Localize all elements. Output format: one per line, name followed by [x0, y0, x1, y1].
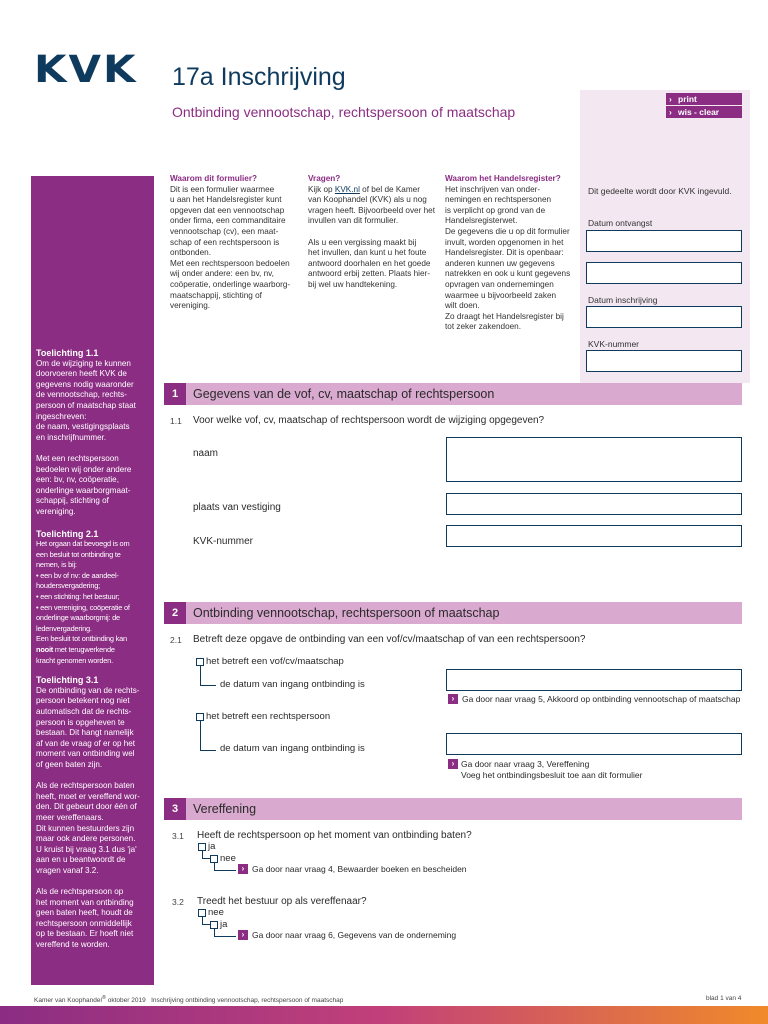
vof-cv-maatschap-label: het betreft een vof/cv/maatschap — [206, 656, 344, 667]
print-button-label: print — [678, 94, 697, 104]
rechtspersoon-checkbox[interactable] — [196, 713, 204, 721]
option-connector-line — [202, 917, 210, 925]
baten-ja-label: ja — [208, 841, 216, 852]
toelichting-2-1-note: nooit met terugwerkende kracht genomen worden. — [36, 645, 115, 665]
toelichting-3-1-text: De ontbinding van de rechts- persoon betekent nog niet automatisch dat de rechts- persoon is opgeheven te bestaan. Dit hangt namelijk af van de vraag of er op het moment van ontbinding wel of geen baten zijn. Als de rechtspersoon baten heeft, moet er vereffend wor- den. Dit gebeurt door één of meer vereffenaars. Dit kunnen bestuurders zijn maar ook andere personen. U kruist bij vraag 3.1 dus 'ja' aan en u beantwoordt de vragen vanaf 3.2. Als de rechtspersoon op het moment van ontbinding geen baten heeft, houdt de rechtspersoon onmiddellijk op te bestaan. Er hoeft niet vereffend te worden. — [36, 685, 140, 950]
chevron-right-icon: › — [669, 107, 672, 117]
option-connector-line — [214, 863, 236, 871]
kvk-nummer-panel-label: KVK-nummer — [588, 339, 640, 349]
kvk-nummer-field[interactable] — [446, 525, 742, 547]
datum-inschrijving-label: Datum inschrijving — [588, 295, 658, 305]
print-button[interactable] — [666, 93, 742, 105]
intro-why-form-title: Waarom dit formulier? — [170, 174, 258, 183]
datum-ontvangst-field[interactable] — [586, 230, 742, 252]
intro-questions-title: Vragen? — [308, 174, 341, 183]
intro-why-register-title: Waarom het Handelsregister? — [445, 174, 561, 183]
datum-ontvangst-label: Datum ontvangst — [588, 218, 653, 228]
question-3-2-number: 3.2 — [172, 897, 184, 907]
question-3-2-text: Treedt het bestuur op als vereffenaar? — [197, 896, 367, 907]
baten-nee-checkbox[interactable] — [210, 855, 218, 863]
kvk-logo: KVK — [34, 47, 138, 91]
section-2-title: Ontbinding vennootschap, rechtspersoon of maatschap — [193, 606, 500, 620]
baten-nee-label: nee — [220, 853, 236, 864]
toelichting-1-1-title: Toelichting 1.1 — [36, 348, 99, 358]
plaats-vestiging-field[interactable] — [446, 493, 742, 515]
datum-ontvangst-extra-field[interactable] — [586, 262, 742, 284]
intro-why-register-text: Het inschrijven van onder- nemingen en rechtspersonen is verplicht op grond van de Handelsregisterwet. De gegevens die u op dit formulier invult, worden opgenomen in het Handelsregister. Dit is openbaar: anderen kunnen uw gegevens natrekken en ook u kunt gegevens opvragen van ondernemingen waarmee u bijvoorbeeld zaken wilt doen. Zo draagt het Handelsregister bij tot zeker zakendoen. — [445, 184, 571, 332]
toelichting-2-1-title: Toelichting 2.1 — [36, 528, 99, 539]
goto-arrow-icon: › — [238, 930, 248, 940]
section-3-number: 3 — [164, 798, 186, 820]
section-2-number: 2 — [164, 602, 186, 624]
form-subtitle: Ontbinding vennootschap, rechtspersoon of maatschap — [172, 104, 516, 120]
section-1-title: Gegevens van de vof, cv, maatschap of rechtspersoon — [193, 387, 495, 401]
toelichting-2-1-text: Het orgaan dat bevoegd is om een besluit tot ontbinding te nemen, is bij: • een bv of nv: de aandeel- houdersvergadering; • een stichting: het bestuur; • een vereniging, coöperatie of onderlinge waarborgmij: de ledenvergadering. Een besluit tot ontbinding kan — [36, 539, 130, 644]
form-title: 17a Inschrijving — [172, 63, 346, 91]
goto-arrow-icon: › — [238, 864, 248, 874]
plaats-vestiging-label: plaats van vestiging — [193, 502, 281, 513]
chevron-right-icon: › — [669, 94, 672, 104]
goto-arrow-icon: › — [448, 759, 458, 769]
vof-cv-maatschap-checkbox[interactable] — [196, 658, 204, 666]
option-connector-line — [202, 851, 210, 859]
bestuur-nee-checkbox[interactable] — [198, 909, 206, 917]
toelichting-3-1-title: Toelichting 3.1 — [36, 675, 99, 686]
question-1-1-number: 1.1 — [170, 416, 182, 426]
goto-question-5-text: Ga door naar vraag 5, Akkoord op ontbinding vennootschap of maatschap — [462, 694, 741, 704]
naam-field[interactable] — [446, 437, 742, 482]
bestuur-nee-label: nee — [208, 907, 224, 918]
question-3-1-number: 3.1 — [172, 831, 184, 841]
footer-gradient-bar — [0, 1006, 768, 1024]
question-2-1-text: Betreft deze opgave de ontbinding van een vof/cv/maatschap of van een rechtspersoon? — [193, 634, 586, 645]
attach-decision-text: Voeg het ontbindingsbesluit toe aan dit formulier — [461, 770, 643, 780]
rechtspersoon-date-field[interactable] — [446, 733, 742, 755]
clear-button-label: wis - clear — [678, 107, 720, 117]
footer-page-number: blad 1 van 4 — [706, 995, 742, 1002]
question-3-1-text: Heeft de rechtspersoon op het moment van ontbinding baten? — [197, 830, 472, 841]
question-2-1-number: 2.1 — [170, 635, 182, 645]
bestuur-ja-checkbox[interactable] — [210, 921, 218, 929]
bestuur-ja-label: ja — [220, 919, 228, 930]
kvk-nummer-panel-field[interactable] — [586, 350, 742, 372]
datum-inschrijving-field[interactable] — [586, 306, 742, 328]
footer-org: Kamer van Koophandel® oktober 2019 Inschrijving ontbinding vennootschap, rechtspersoon of maatschap — [34, 995, 344, 1005]
baten-ja-checkbox[interactable] — [198, 843, 206, 851]
intro-questions-text: Kijk op KVK.nl of bel de Kamer van Koophandel (KVK) als u nog vragen heeft. Bijvoorbeeld over het invullen van dit formulier. Als u een vergissing maakt bij het invullen, dan kunt u het foute antwoord doorhalen en het goede antwoord erbij zetten. Plaats hier- bij wel uw handtekening. — [308, 184, 435, 289]
rechtspersoon-date-label: de datum van ingang ontbinding is — [220, 743, 365, 754]
option-connector-line — [200, 721, 216, 751]
option-connector-line — [214, 929, 236, 937]
intro-why-form-text: Dit is een formulier waarmee u aan het Handelsregister kunt opgeven dat een vennootschap onder firma, een commanditaire vennootschap (cv), een maat- schap of een rechtspersoon is ontbonden. Met een rechtspersoon bedoelen wij onder andere: een bv, nv, coöperatie, onderlinge waarborg- maatschappij, stichting of vereniging. — [170, 184, 291, 311]
goto-question-3-text: Ga door naar vraag 3, Vereffening — [461, 759, 590, 769]
goto-question-6-text: Ga door naar vraag 6, Gegevens van de onderneming — [252, 930, 457, 940]
goto-arrow-icon: › — [448, 694, 458, 704]
clear-button[interactable] — [666, 106, 742, 118]
toelichting-1-1-text: Om de wijziging te kunnen doorvoeren heeft KVK de gegevens nodig waaronder de vennootschap, rechts- persoon of maatschap staat ingeschreven: de naam, vestigingsplaats en inschrijfnummer. Met een rechtspersoon bedoelen wij onder andere een: bv, nv, coöperatie, onderlinge waarborgmaat- schappij, stichting of vereniging. — [36, 358, 136, 516]
kvk-website-link[interactable]: KVK.nl — [334, 184, 360, 194]
section-3-title: Vereffening — [193, 802, 257, 816]
kvk-panel-note: Dit gedeelte wordt door KVK ingevuld. — [588, 186, 732, 196]
intro-why-form — [170, 174, 302, 312]
intro-questions — [308, 174, 440, 291]
kvk-nummer-label: KVK-nummer — [193, 536, 254, 547]
intro-why-register — [445, 174, 579, 333]
option-connector-line — [200, 666, 216, 686]
vof-date-label: de datum van ingang ontbinding is — [220, 679, 365, 690]
explanation-sidebar — [31, 176, 154, 985]
goto-question-4-text: Ga door naar vraag 4, Bewaarder boeken en bescheiden — [252, 864, 467, 874]
vof-date-field[interactable] — [446, 669, 742, 691]
naam-label: naam — [193, 448, 219, 459]
question-1-1-text: Voor welke vof, cv, maatschap of rechtspersoon wordt de wijziging opgegeven? — [193, 415, 545, 426]
rechtspersoon-label: het betreft een rechtspersoon — [206, 711, 331, 722]
section-1-number: 1 — [164, 383, 186, 405]
